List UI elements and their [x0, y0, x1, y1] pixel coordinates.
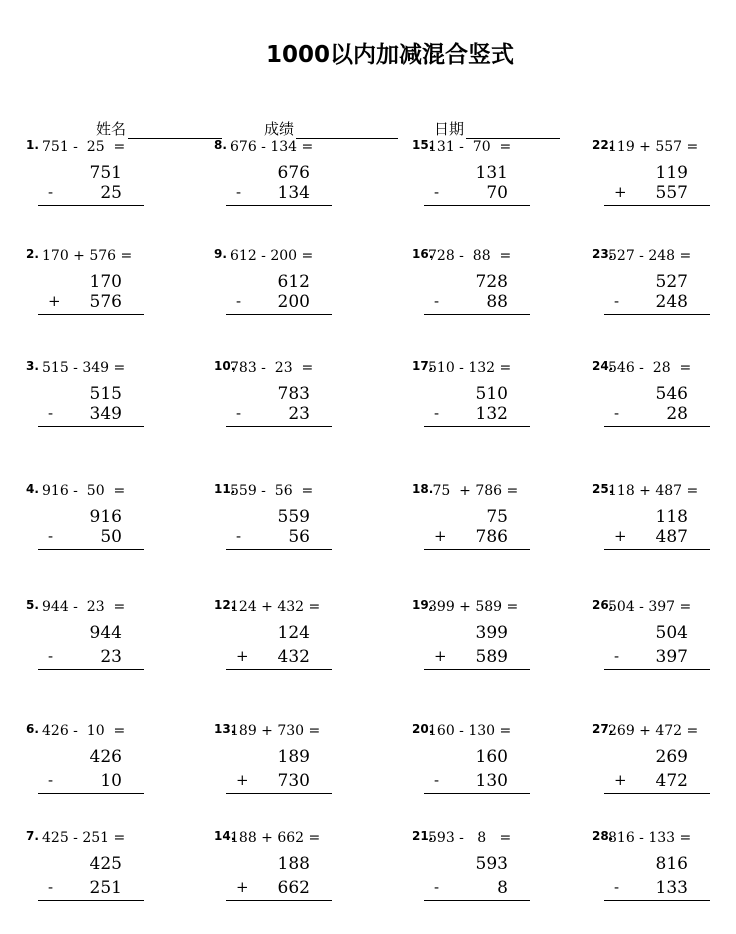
problem-14 [214, 829, 334, 909]
vertical-bottom-operand: 56 [288, 527, 310, 547]
problem-24 [592, 359, 712, 439]
vertical-top-operand: 751 [89, 163, 122, 183]
problem-number: 20. [412, 722, 434, 736]
problem-expression: 751 - 25 = [42, 139, 126, 155]
answer-line [226, 314, 332, 315]
vertical-top-operand: 124 [277, 623, 310, 643]
answer-line [604, 669, 710, 670]
problem-2 [26, 247, 146, 327]
problem-3 [26, 359, 146, 439]
problem-expression: 124 + 432 = [230, 599, 321, 615]
date-label: 日期 [434, 120, 465, 138]
problem-number: 9. [214, 247, 227, 261]
problem-expression: 510 - 132 = [428, 360, 512, 376]
problem-expression: 426 - 10 = [42, 723, 126, 739]
vertical-top-operand: 399 [475, 623, 508, 643]
problem-17 [412, 359, 532, 439]
problem-26 [592, 598, 712, 678]
vertical-bottom-operand: 200 [277, 292, 310, 312]
answer-line [424, 669, 530, 670]
problem-13 [214, 722, 334, 802]
problem-expression: 504 - 397 = [608, 599, 692, 615]
answer-line [424, 900, 530, 901]
problem-number: 4. [26, 482, 39, 496]
vertical-operator: - [48, 404, 54, 422]
problem-number: 3. [26, 359, 39, 373]
date-field[interactable] [434, 118, 560, 139]
name-blank[interactable] [128, 120, 222, 139]
problem-number: 27. [592, 722, 614, 736]
vertical-operator: + [48, 292, 61, 310]
problem-1 [26, 138, 146, 218]
vertical-operator: - [236, 183, 242, 201]
problem-expression: 816 - 133 = [608, 830, 692, 846]
problem-number: 22. [592, 138, 614, 152]
problem-number: 19. [412, 598, 434, 612]
answer-line [226, 205, 332, 206]
name-label: 姓名 [96, 120, 127, 138]
vertical-top-operand: 728 [475, 272, 508, 292]
problem-23 [592, 247, 712, 327]
problem-expression: 515 - 349 = [42, 360, 126, 376]
vertical-bottom-operand: 23 [288, 404, 310, 424]
problem-number: 23. [592, 247, 614, 261]
problem-expression: 944 - 23 = [42, 599, 126, 615]
problem-expression: 728 - 88 = [428, 248, 512, 264]
score-label: 成绩 [264, 120, 295, 138]
problem-16 [412, 247, 532, 327]
problem-number: 2. [26, 247, 39, 261]
answer-line [604, 900, 710, 901]
problem-number: 18. [412, 482, 434, 496]
vertical-top-operand: 527 [655, 272, 688, 292]
problem-expression: 131 - 70 = [428, 139, 512, 155]
vertical-operator: - [48, 878, 54, 896]
answer-line [604, 549, 710, 550]
vertical-bottom-operand: 432 [277, 647, 310, 667]
vertical-top-operand: 119 [655, 163, 688, 183]
vertical-operator: + [614, 183, 627, 201]
vertical-bottom-operand: 23 [100, 647, 122, 667]
problem-expression: 916 - 50 = [42, 483, 126, 499]
vertical-top-operand: 425 [89, 854, 122, 874]
vertical-top-operand: 160 [475, 747, 508, 767]
problem-expression: 546 - 28 = [608, 360, 692, 376]
vertical-operator: - [48, 647, 54, 665]
problem-9 [214, 247, 334, 327]
problem-expression: 189 + 730 = [230, 723, 321, 739]
vertical-top-operand: 189 [277, 747, 310, 767]
vertical-bottom-operand: 251 [89, 878, 122, 898]
vertical-bottom-operand: 134 [277, 183, 310, 203]
problem-25 [592, 482, 712, 562]
answer-line [424, 314, 530, 315]
vertical-top-operand: 559 [277, 507, 310, 527]
problem-number: 7. [26, 829, 39, 843]
answer-line [38, 900, 144, 901]
problem-number: 26. [592, 598, 614, 612]
vertical-top-operand: 816 [655, 854, 688, 874]
vertical-top-operand: 676 [277, 163, 310, 183]
problem-number: 8. [214, 138, 227, 152]
answer-line [604, 793, 710, 794]
vertical-bottom-operand: 349 [89, 404, 122, 424]
answer-line [604, 205, 710, 206]
vertical-top-operand: 546 [655, 384, 688, 404]
vertical-bottom-operand: 130 [475, 771, 508, 791]
vertical-top-operand: 131 [475, 163, 508, 183]
problem-expression: 119 + 557 = [608, 139, 699, 155]
vertical-bottom-operand: 472 [655, 771, 688, 791]
problem-number: 6. [26, 722, 39, 736]
problem-21 [412, 829, 532, 909]
page-title: 1000以内加减混合竖式 [265, 42, 514, 68]
vertical-bottom-operand: 133 [655, 878, 688, 898]
vertical-top-operand: 269 [655, 747, 688, 767]
problem-expression: 118 + 487 = [608, 483, 699, 499]
problem-27 [592, 722, 712, 802]
problem-expression: 269 + 472 = [608, 723, 699, 739]
problem-number: 28. [592, 829, 614, 843]
vertical-operator: - [434, 183, 440, 201]
vertical-top-operand: 612 [277, 272, 310, 292]
vertical-bottom-operand: 662 [277, 878, 310, 898]
problem-20 [412, 722, 532, 802]
answer-line [38, 205, 144, 206]
problem-expression: 425 - 251 = [42, 830, 126, 846]
problem-28 [592, 829, 712, 909]
vertical-top-operand: 944 [89, 623, 122, 643]
vertical-operator: - [48, 183, 54, 201]
problem-number: 11. [214, 482, 236, 496]
vertical-operator: - [614, 404, 620, 422]
vertical-bottom-operand: 786 [475, 527, 508, 547]
problem-expression: 160 - 130 = [428, 723, 512, 739]
vertical-bottom-operand: 557 [655, 183, 688, 203]
vertical-operator: + [614, 771, 627, 789]
answer-line [226, 900, 332, 901]
vertical-top-operand: 426 [89, 747, 122, 767]
problem-number: 15. [412, 138, 434, 152]
vertical-operator: + [236, 878, 249, 896]
problem-number: 14. [214, 829, 236, 843]
problem-expression: 399 + 589 = [428, 599, 519, 615]
vertical-operator: + [236, 771, 249, 789]
problem-22 [592, 138, 712, 218]
answer-line [38, 793, 144, 794]
answer-line [604, 426, 710, 427]
date-blank[interactable] [466, 120, 560, 139]
vertical-operator: - [434, 878, 440, 896]
vertical-top-operand: 515 [89, 384, 122, 404]
problem-8 [214, 138, 334, 218]
answer-line [38, 549, 144, 550]
vertical-operator: - [236, 527, 242, 545]
vertical-bottom-operand: 576 [89, 292, 122, 312]
vertical-bottom-operand: 589 [475, 647, 508, 667]
problem-6 [26, 722, 146, 802]
problem-number: 24. [592, 359, 614, 373]
vertical-operator: + [434, 647, 447, 665]
problem-expression: 676 - 134 = [230, 139, 314, 155]
problem-19 [412, 598, 532, 678]
vertical-bottom-operand: 28 [666, 404, 688, 424]
problem-number: 16. [412, 247, 434, 261]
vertical-bottom-operand: 88 [486, 292, 508, 312]
vertical-operator: - [48, 527, 54, 545]
answer-line [424, 549, 530, 550]
problem-expression: 170 + 576 = [42, 248, 133, 264]
problem-10 [214, 359, 334, 439]
vertical-top-operand: 75 [486, 507, 508, 527]
vertical-top-operand: 170 [89, 272, 122, 292]
score-field[interactable] [264, 118, 398, 139]
vertical-bottom-operand: 10 [100, 771, 122, 791]
answer-line [38, 669, 144, 670]
problem-15 [412, 138, 532, 218]
problem-expression: 188 + 662 = [230, 830, 321, 846]
vertical-top-operand: 916 [89, 507, 122, 527]
vertical-top-operand: 188 [277, 854, 310, 874]
problem-number: 17. [412, 359, 434, 373]
problem-expression: 593 - 8 = [428, 830, 512, 846]
problem-12 [214, 598, 334, 678]
answer-line [226, 669, 332, 670]
vertical-operator: - [614, 647, 620, 665]
vertical-operator: - [434, 404, 440, 422]
vertical-operator: + [434, 527, 447, 545]
vertical-bottom-operand: 730 [277, 771, 310, 791]
answer-line [424, 205, 530, 206]
problem-number: 21. [412, 829, 434, 843]
vertical-top-operand: 783 [277, 384, 310, 404]
vertical-top-operand: 118 [655, 507, 688, 527]
problem-18 [412, 482, 532, 562]
problem-expression: 612 - 200 = [230, 248, 314, 264]
problem-5 [26, 598, 146, 678]
answer-line [604, 314, 710, 315]
problem-4 [26, 482, 146, 562]
answer-line [226, 793, 332, 794]
vertical-operator: - [236, 404, 242, 422]
vertical-operator: + [236, 647, 249, 665]
answer-line [38, 426, 144, 427]
score-blank[interactable] [296, 120, 398, 139]
answer-line [38, 314, 144, 315]
vertical-bottom-operand: 50 [100, 527, 122, 547]
problem-number: 10. [214, 359, 236, 373]
problem-expression: 559 - 56 = [230, 483, 314, 499]
problem-number: 1. [26, 138, 39, 152]
vertical-operator: - [48, 771, 54, 789]
problem-number: 5. [26, 598, 39, 612]
vertical-bottom-operand: 487 [655, 527, 688, 547]
vertical-bottom-operand: 248 [655, 292, 688, 312]
name-field[interactable] [96, 118, 222, 139]
vertical-top-operand: 504 [655, 623, 688, 643]
vertical-bottom-operand: 70 [486, 183, 508, 203]
problem-number: 12. [214, 598, 236, 612]
problem-expression: 527 - 248 = [608, 248, 692, 264]
vertical-bottom-operand: 25 [100, 183, 122, 203]
vertical-top-operand: 593 [475, 854, 508, 874]
vertical-operator: - [614, 878, 620, 896]
problem-11 [214, 482, 334, 562]
vertical-operator: - [434, 771, 440, 789]
answer-line [226, 549, 332, 550]
vertical-bottom-operand: 397 [655, 647, 688, 667]
answer-line [424, 426, 530, 427]
problem-7 [26, 829, 146, 909]
vertical-top-operand: 510 [475, 384, 508, 404]
vertical-bottom-operand: 8 [497, 878, 508, 898]
problem-expression: 75 + 786 = [428, 483, 519, 499]
vertical-operator: - [236, 292, 242, 310]
answer-line [226, 426, 332, 427]
vertical-operator: + [614, 527, 627, 545]
vertical-operator: - [434, 292, 440, 310]
answer-line [424, 793, 530, 794]
vertical-bottom-operand: 132 [475, 404, 508, 424]
vertical-operator: - [614, 292, 620, 310]
problem-expression: 783 - 23 = [230, 360, 314, 376]
problem-number: 13. [214, 722, 236, 736]
problem-number: 25. [592, 482, 614, 496]
